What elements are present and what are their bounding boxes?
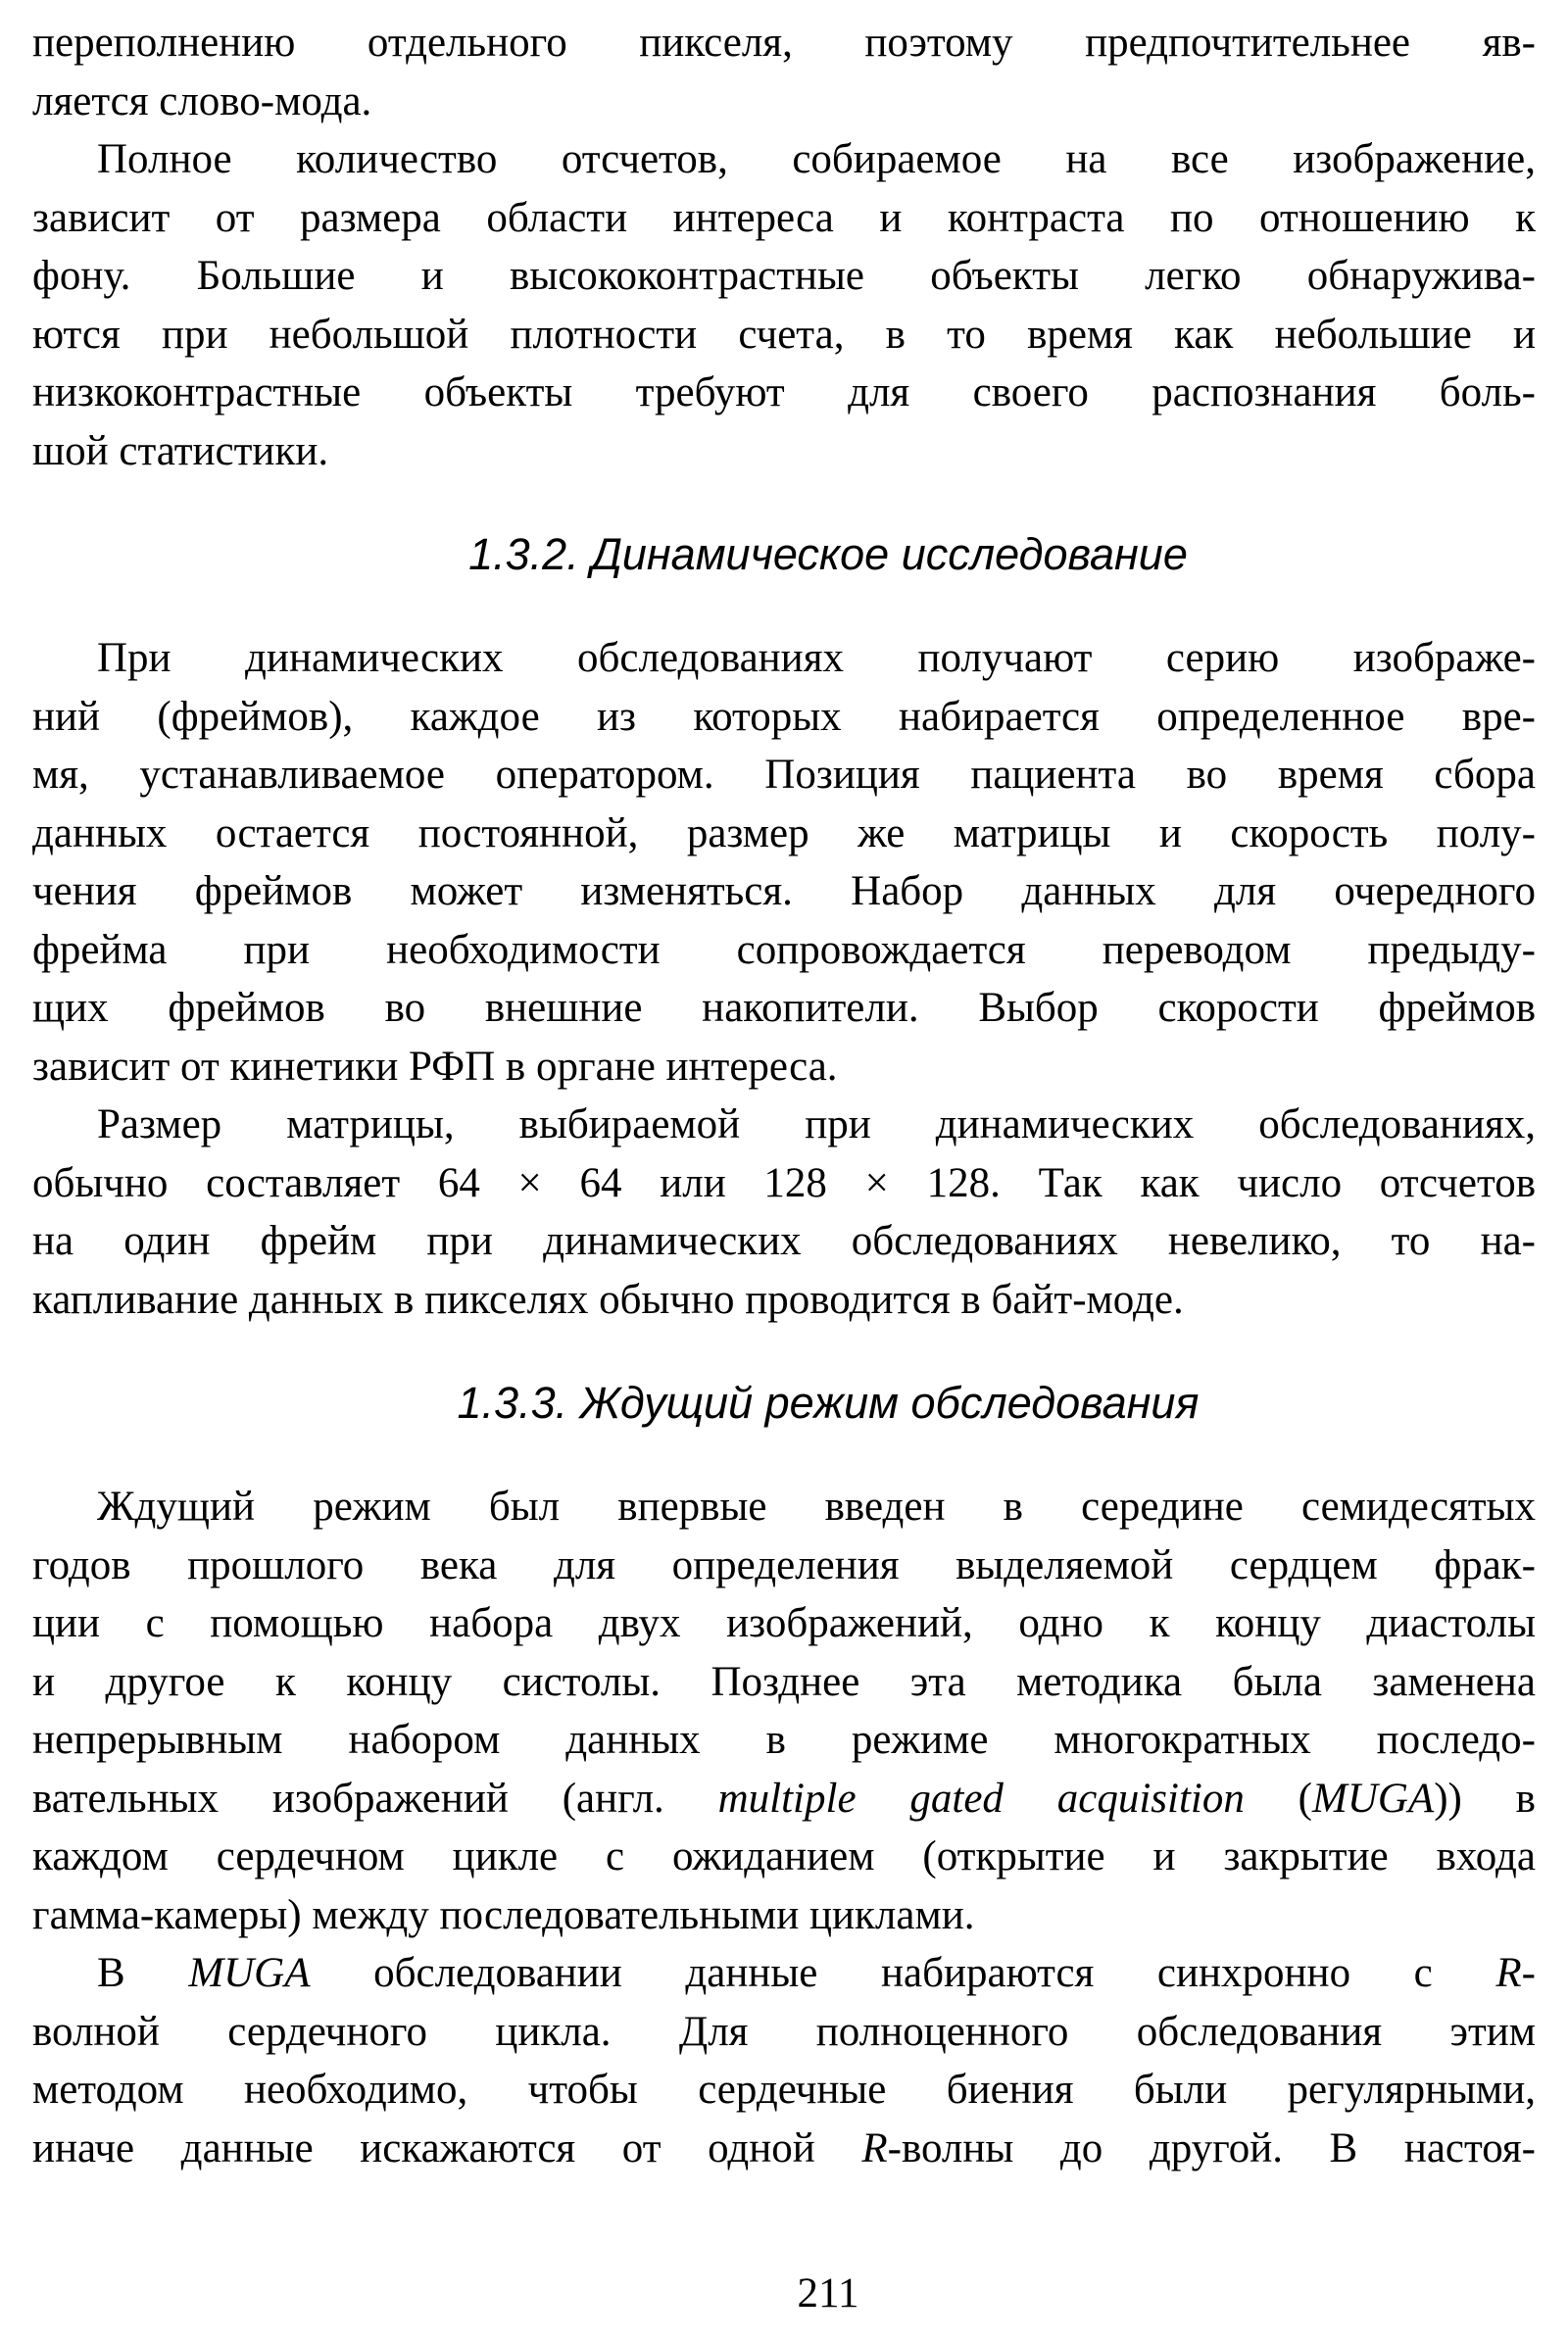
text-line: данных остается постоянной, размер же матрицы и скорость полу- <box>32 809 1536 856</box>
text-line: фрейма при необходимости сопровождается переводом предыду- <box>32 926 1536 973</box>
text-line: Ждущий режим был впервые введен в середине семидесятых <box>97 1484 1536 1530</box>
text-line <box>32 1944 1536 2003</box>
text-line: фону. Большие и высококонтрастные объекты легко обнаружива- <box>32 253 1536 299</box>
text-fragment: )) в <box>1434 1775 1536 1822</box>
text-line: При динамических обследованиях получают серию изображе- <box>97 635 1536 681</box>
text-fragment: -волны до другой. В настоя- <box>887 2124 1537 2171</box>
text-line: ний (фреймов), каждое из которых набирается определенное вре- <box>32 693 1536 740</box>
text-line: низкоконтрастные объекты требуют для своего распознания боль- <box>32 369 1536 415</box>
text-fragment: ( <box>1244 1775 1312 1822</box>
text-line: зависит от размера области интереса и контраста по отношению к <box>32 194 1536 241</box>
text-fragment: иначе данные искажаются от одной <box>32 2124 862 2171</box>
text-line: на один фрейм при динамических обследованиях невелико, то на- <box>32 1218 1536 1264</box>
text-line: Полное количество отсчетов, собираемое на все изображение, <box>97 136 1536 182</box>
text-line: ляется слово-мода. <box>32 77 372 124</box>
paragraph-gated-2 <box>32 1944 1536 2177</box>
text-line: годов прошлого века для определения выделяемой сердцем фрак- <box>32 1541 1536 1588</box>
abbreviation-muga: MUGA <box>188 1950 311 1996</box>
text-fragment: вательных изображений (англ. <box>32 1775 718 1822</box>
text-line: мя, устанавливаемое оператором. Позиция пациента во время сбора <box>32 752 1536 798</box>
text-line: каждом сердечном цикле с ожиданием (открытие и закрытие входа <box>32 1833 1536 1879</box>
text-line: шой статистики. <box>32 427 329 474</box>
paragraph-intro-1 <box>32 14 1536 130</box>
paragraph-intro-2 <box>32 130 1536 480</box>
text-line: капливание данных в пикселях обычно проводится в байт-моде. <box>32 1276 1184 1323</box>
paragraph-gated-1 <box>32 1478 1536 1944</box>
text-line <box>32 2120 1536 2178</box>
text-line <box>32 1770 1536 1829</box>
text-line: гамма-камеры) между последовательными циклами. <box>32 1891 975 1938</box>
page-number: 211 <box>797 2270 859 2317</box>
english-term: multiple gated acquisition <box>717 1775 1245 1822</box>
text-fragment: обследовании данные набираются синхронно с <box>310 1950 1496 1996</box>
document-page <box>32 14 1536 2326</box>
text-line: ции с помощью набора двух изображений, одно к концу диастолы <box>32 1600 1536 1646</box>
text-line: и другое к концу систолы. Позднее эта методика была заменена <box>32 1658 1536 1705</box>
abbreviation-muga: MUGA <box>1312 1775 1435 1822</box>
text-line: щих фреймов во внешние накопители. Выбор скорости фреймов <box>32 985 1536 1031</box>
paragraph-dynamic-1 <box>32 629 1536 1096</box>
section-heading-1-3-2: 1.3.2. Динамическое исследование <box>468 529 1188 579</box>
text-line: непрерывным набором данных в режиме многократных последо- <box>32 1717 1536 1763</box>
text-line: чения фреймов может изменяться. Набор данных для очередного <box>32 868 1536 914</box>
text-fragment: - <box>1521 1950 1536 1996</box>
section-heading-1-3-3: 1.3.3. Ждущий режим обследования <box>457 1378 1200 1428</box>
text-line: методом необходимо, чтобы сердечные биения были регулярными, <box>32 2067 1536 2113</box>
paragraph-dynamic-2 <box>32 1096 1536 1329</box>
r-wave-symbol: R <box>861 2124 888 2171</box>
text-line: волной сердечного цикла. Для полноценного обследования этим <box>32 2008 1536 2055</box>
r-wave-symbol: R <box>1495 1950 1522 1996</box>
text-line: переполнению отдельного пикселя, поэтому предпочтительнее яв- <box>32 20 1536 66</box>
text-fragment: В <box>97 1950 189 1996</box>
text-line: ются при небольшой плотности счета, в то время как небольшие и <box>32 311 1536 358</box>
text-line: обычно составляет 64 × 64 или 128 × 128. Так как число отсчетов <box>32 1159 1536 1206</box>
text-line: Размер матрицы, выбираемой при динамических обследованиях, <box>97 1101 1536 1147</box>
text-line: зависит от кинетики РФП в органе интереса. <box>32 1043 838 1090</box>
